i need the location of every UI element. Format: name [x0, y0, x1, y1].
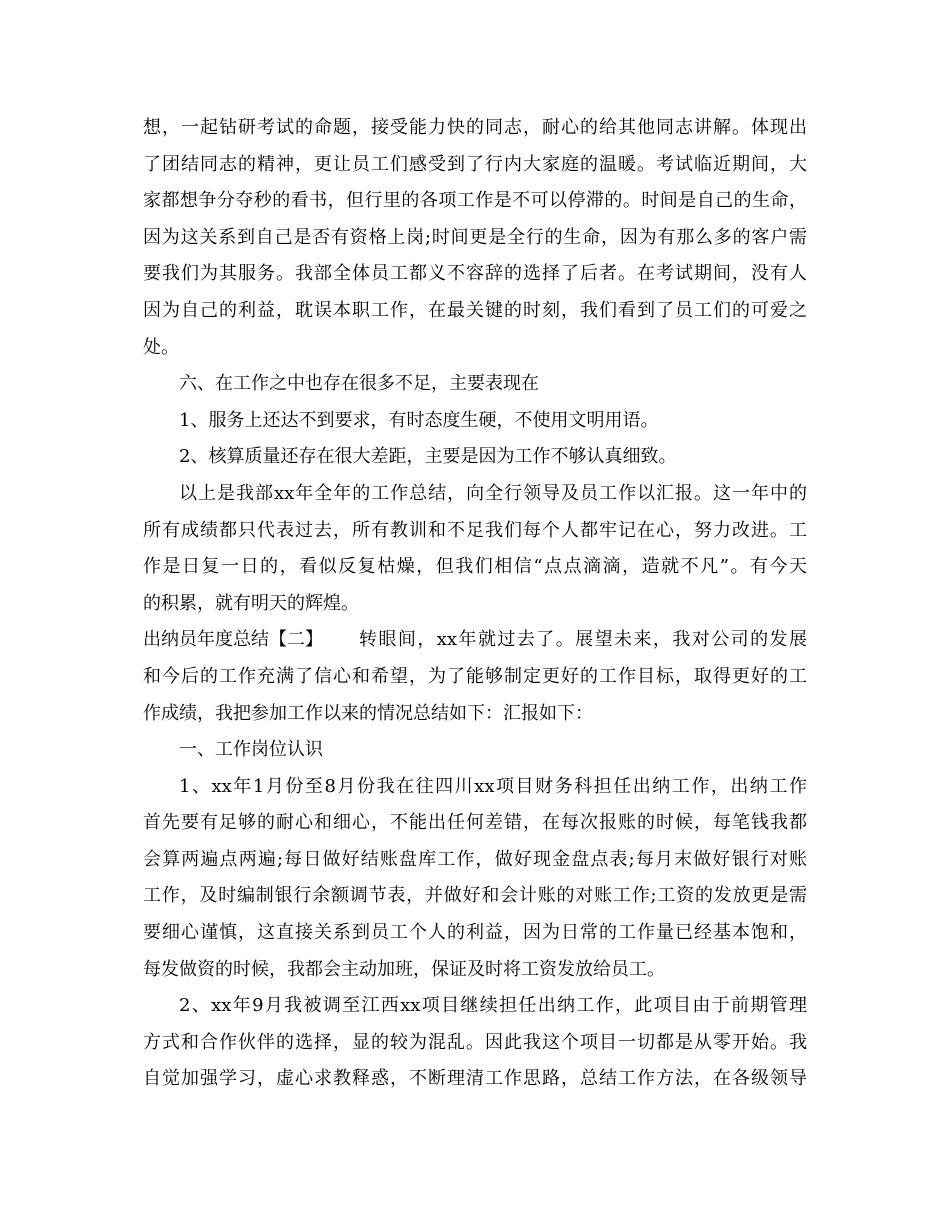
text-line: 会算两遍点两遍;每日做好结账盘库工作，做好现金盘点表;每月末做好银行对账 — [143, 848, 807, 870]
text-line: 要细心谨慎，这直接关系到员工个人的利益，因为日常的工作量已经基本饱和， — [143, 922, 807, 944]
text-line: 要我们为其服务。我部全体员工都义不容辞的选择了后者。在考试期间，没有人 — [143, 263, 807, 285]
text-line: 的积累，就有明天的辉煌。 — [143, 592, 359, 614]
text-line: 所有成绩都只代表过去，所有教训和不足我们每个人都牢记在心，努力改进。工 — [143, 519, 807, 541]
list-item-accounting: 2、核算质量还存在很大差距，主要是因为工作不够认真细致。 — [179, 446, 677, 468]
text-line: 转眼间，xx年就过去了。展望未来，我对公司的发展 — [359, 629, 807, 651]
paragraph-jiangxi-project — [143, 988, 807, 1098]
document-body — [143, 110, 807, 1098]
article-two-heading-row — [143, 622, 807, 659]
text-line: 因为这关系到自己是否有资格上岗;时间更是全行的生命，因为有那么多的客户需 — [143, 226, 807, 248]
text-line: 首先要有足够的耐心和细心，不能出任何差错，在每次报账的时候，每笔钱我都 — [143, 812, 807, 834]
text-line: 工作，及时编制银行余额调节表，并做好和会计账的对账工作;工资的发放更是需 — [143, 885, 807, 907]
text-line: 方式和合作伙伴的选择，显的较为混乱。因此我这个项目一切都是从零开始。我 — [143, 1031, 807, 1053]
text-line: 每发做资的时候，我都会主动加班，保证及时将工资发放给员工。 — [143, 958, 665, 980]
text-line: 家都想争分夺秒的看书，但行里的各项工作是不可以停滞的。时间是自己的生命， — [143, 190, 807, 212]
paragraph-sichuan-project — [143, 769, 807, 989]
paragraph-intro — [143, 659, 807, 732]
section-heading-job-role: 一、工作岗位认识 — [179, 739, 323, 761]
paragraph-conclusion — [143, 476, 807, 622]
article-two-title: 出纳员年度总结【二】 — [143, 629, 323, 651]
text-line: 2、xx年9月我被调至江西xx项目继续担任出纳工作，此项目由于前期管理 — [179, 995, 807, 1017]
text-line: 1、xx年1月份至8月份我在往四川xx项目财务科担任出纳工作，出纳工作 — [179, 775, 807, 797]
text-line: 了团结同志的精神，更让员工们感受到了行内大家庭的温暖。考试临近期间，大 — [143, 153, 807, 175]
text-line: 以上是我部xx年全年的工作总结，向全行领导及员工作以汇报。这一年中的 — [179, 482, 807, 504]
text-line: 因为自己的利益，耽误本职工作，在最关键的时刻，我们看到了员工们的可爱之 — [143, 299, 807, 321]
text-line: 处。 — [143, 336, 179, 358]
text-line: 作成绩，我把参加工作以来的情况总结如下：汇报如下： — [143, 702, 593, 724]
section-heading-shortcomings: 六、在工作之中也存在很多不足，主要表现在 — [179, 373, 539, 395]
text-line: 想，一起钻研考试的命题，接受能力快的同志，耐心的给其他同志讲解。体现出 — [143, 117, 807, 138]
list-item-service: 1、服务上还达不到要求，有时态度生硬，不使用文明用语。 — [179, 409, 659, 431]
paragraph-exam-period — [143, 110, 807, 366]
text-line: 和今后的工作充满了信心和希望，为了能够制定更好的工作目标，取得更好的工 — [143, 665, 807, 687]
text-line: 作是日复一日的，看似反复枯燥，但我们相信“点点滴滴，造就不凡”。有今天 — [143, 556, 807, 578]
text-line: 自觉加强学习，虚心求教释惑，不断理清工作思路，总结工作方法，在各级领导 — [143, 1068, 807, 1090]
